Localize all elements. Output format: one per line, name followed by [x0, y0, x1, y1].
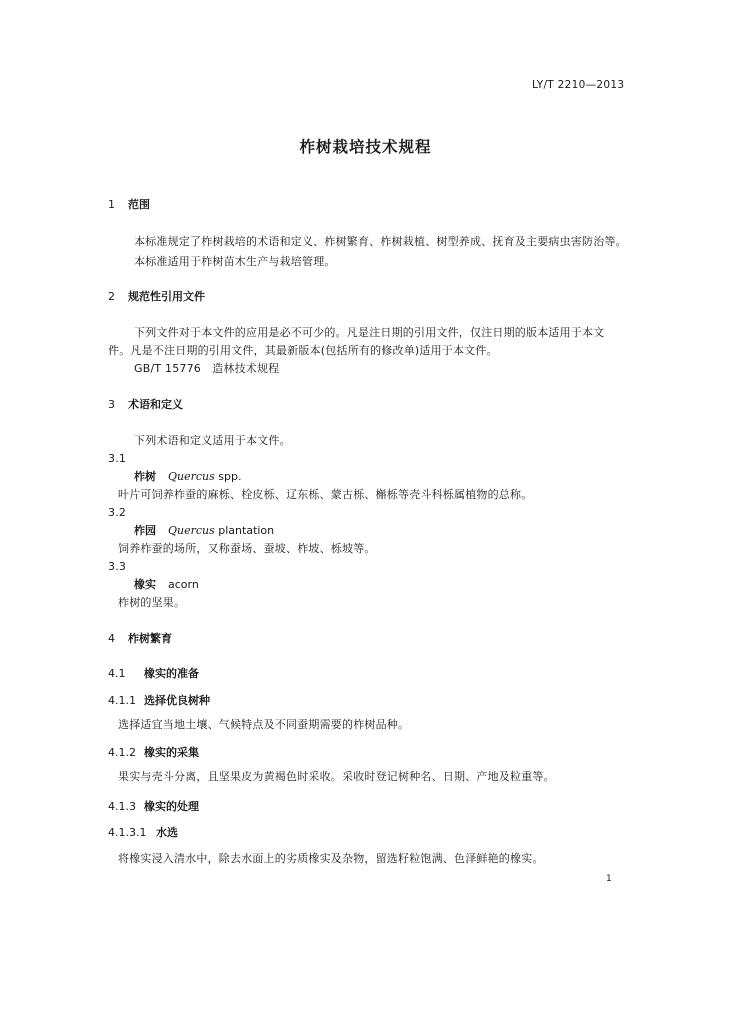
paragraph: 下列术语和定义适用于本文件。: [134, 434, 291, 447]
section-3-heading: [108, 398, 183, 412]
term-definition: 叶片可饲养柞蚕的麻栎、栓皮栎、辽东栎、蒙古栎、槲栎等壳斗科栎属植物的总称。: [118, 488, 533, 501]
paragraph: 将橡实浸入清水中，除去水面上的劣质橡实及杂物，留选籽粒饱满、色泽鲜艳的橡实。: [118, 852, 544, 865]
term-genus: Quercus: [168, 470, 215, 483]
term-genus: Quercus: [168, 524, 215, 537]
term-suffix: spp.: [214, 470, 242, 483]
term-number: 3.2: [108, 506, 127, 519]
section-number: 3: [108, 398, 115, 411]
term-entry: [134, 524, 274, 538]
subsection-4-1-1-heading: [108, 694, 210, 708]
term-english: [168, 578, 199, 591]
section-title: 柞树繁育: [128, 632, 172, 645]
term-english: [168, 470, 241, 483]
section-number: 4.1.2: [108, 746, 136, 759]
section-title: 橡实的准备: [144, 667, 199, 680]
term-entry: [134, 470, 241, 484]
section-title: 规范性引用文件: [128, 290, 205, 303]
section-title: 范围: [128, 198, 150, 211]
paragraph: 本标准规定了柞树栽培的术语和定义、柞树繁育、柞树栽植、树型养成、抚育及主要病虫害防治等。: [134, 235, 627, 248]
section-title: 术语和定义: [128, 398, 183, 411]
document-title: 柞树栽培技术规程: [299, 138, 432, 156]
standard-code: LY/T 2210—2013: [532, 79, 625, 91]
paragraph: 件。凡是不注日期的引用文件，其最新版本(包括所有的修改单)适用于本文件。: [108, 344, 498, 357]
term-entry: [134, 578, 199, 592]
section-number: 4: [108, 632, 115, 645]
term-definition: 饲养柞蚕的场所，又称蚕场、蚕坡、柞坡、栎坡等。: [118, 542, 376, 555]
section-title: 水选: [156, 826, 178, 839]
section-number: 4.1.3: [108, 800, 136, 813]
section-title: 选择优良树种: [144, 694, 210, 707]
term-definition: 柞树的坚果。: [118, 596, 186, 609]
term-english: [168, 524, 274, 537]
section-number: 4.1.1: [108, 694, 136, 707]
section-4-heading: [108, 632, 172, 646]
term-suffix: plantation: [214, 524, 275, 537]
subsection-4-1-heading: [108, 667, 199, 681]
section-title: 橡实的处理: [144, 800, 199, 813]
section-number: 1: [108, 198, 115, 211]
section-1-heading: [108, 198, 150, 212]
paragraph: 选择适宜当地土壤、气候特点及不同蚕期需要的柞树品种。: [118, 718, 410, 731]
section-title: 橡实的采集: [144, 746, 199, 759]
section-number: 2: [108, 290, 115, 303]
term-chinese: 柞树: [134, 470, 156, 483]
section-number: 4.1: [108, 667, 126, 680]
paragraph: 果实与壳斗分离，且坚果皮为黄褐色时采收。采收时登记树种名、日期、产地及粒重等。: [118, 770, 555, 783]
subsection-4-1-3-heading: [108, 800, 199, 814]
page-number: 1: [606, 874, 612, 884]
section-2-heading: [108, 290, 205, 304]
subsection-4-1-2-heading: [108, 746, 199, 760]
term-suffix: acorn: [168, 578, 199, 591]
subsection-4-1-3-1-heading: [108, 826, 178, 840]
paragraph: 本标准适用于柞树苗木生产与栽培管理。: [134, 255, 336, 268]
section-number: 4.1.3.1: [108, 826, 147, 839]
paragraph: 下列文件对于本文件的应用是必不可少的。凡是注日期的引用文件，仅注日期的版本适用于本文: [134, 326, 605, 339]
term-chinese: 橡实: [134, 578, 156, 591]
normative-reference: GB/T 15776 造林技术规程: [134, 362, 280, 375]
term-number: 3.3: [108, 560, 127, 573]
term-chinese: 柞园: [134, 524, 156, 537]
term-number: 3.1: [108, 452, 127, 465]
